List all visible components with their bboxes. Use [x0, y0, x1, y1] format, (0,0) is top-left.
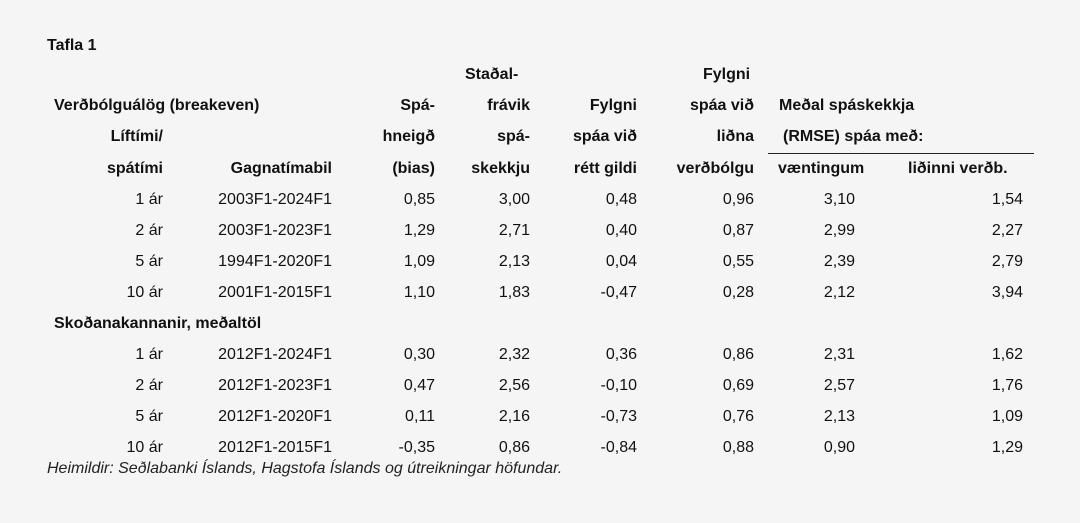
- header-corr-past-3: liðna: [716, 128, 754, 145]
- cell-std: 2,16: [498, 408, 530, 425]
- cell-rmse-past: 2,79: [991, 253, 1023, 270]
- header-section-1: Verðbólguálög (breakeven): [54, 97, 260, 114]
- header-corr-true-2: spáa við: [572, 128, 637, 145]
- header-corr-past-2: spáa við: [689, 97, 754, 114]
- cell-lifetime: 5 ár: [135, 408, 163, 425]
- cell-rmse-past: 1,76: [991, 377, 1023, 394]
- cell-rmse-past: 1,62: [991, 346, 1023, 363]
- rmse-underline: [768, 153, 1034, 154]
- cell-std: 2,13: [498, 253, 530, 270]
- cell-lifetime: 2 ár: [135, 377, 163, 394]
- cell-bias: 0,30: [403, 346, 435, 363]
- cell-period: 2012F1-2015F1: [218, 439, 332, 456]
- cell-std: 2,71: [498, 222, 530, 239]
- header-std-1: Staðal-: [465, 66, 519, 83]
- header-corr-past-4: verðbólgu: [676, 160, 754, 177]
- cell-corr-true: -0,10: [600, 377, 637, 394]
- section-label: Skoðanakannanir, meðaltöl: [54, 315, 262, 332]
- cell-bias: 0,85: [403, 191, 435, 208]
- cell-lifetime: 10 ár: [126, 439, 163, 456]
- cell-rmse-past: 2,27: [991, 222, 1023, 239]
- cell-corr-past: 0,55: [722, 253, 754, 270]
- cell-period: 2012F1-2023F1: [218, 377, 332, 394]
- cell-corr-true: -0,47: [600, 284, 637, 301]
- header-rmse-exp: væntingum: [778, 160, 865, 177]
- cell-corr-past: 0,28: [722, 284, 754, 301]
- cell-bias: 1,10: [403, 284, 435, 301]
- header-period: Gagnatímabil: [230, 160, 332, 177]
- source-note: Heimildir: Seðlabanki Íslands, Hagstofa Íslands og útreikningar höfundar.: [47, 460, 563, 477]
- cell-corr-past: 0,86: [722, 346, 754, 363]
- cell-rmse-exp: 2,13: [823, 408, 855, 425]
- cell-corr-past: 0,69: [722, 377, 754, 394]
- cell-bias: -0,35: [398, 439, 435, 456]
- header-corr-true-1: Fylgni: [589, 97, 637, 114]
- cell-rmse-exp: 2,12: [823, 284, 855, 301]
- cell-corr-past: 0,87: [722, 222, 754, 239]
- cell-period: 2003F1-2023F1: [218, 222, 332, 239]
- header-lifetime-1: Líftími/: [110, 128, 163, 145]
- header-bias-2: hneigð: [382, 128, 435, 145]
- header-std-2: frávik: [487, 97, 530, 114]
- cell-std: 3,00: [498, 191, 530, 208]
- header-rmse-2: (RMSE) spáa með:: [783, 128, 924, 145]
- header-corr-true-3: rétt gildi: [573, 160, 637, 177]
- cell-rmse-past: 1,29: [991, 439, 1023, 456]
- header-corr-past-1: Fylgni: [703, 66, 751, 83]
- header-lifetime-2: spátími: [106, 160, 163, 177]
- header-rmse-past: liðinni verðb.: [908, 160, 1008, 177]
- cell-bias: 1,09: [403, 253, 435, 270]
- cell-lifetime: 5 ár: [135, 253, 163, 270]
- cell-corr-past: 0,88: [722, 439, 754, 456]
- cell-lifetime: 2 ár: [135, 222, 163, 239]
- cell-corr-true: 0,36: [605, 346, 637, 363]
- cell-rmse-past: 1,54: [991, 191, 1023, 208]
- cell-lifetime: 1 ár: [135, 346, 163, 363]
- cell-rmse-exp: 2,31: [823, 346, 855, 363]
- header-bias-1: Spá-: [400, 97, 435, 114]
- cell-period: 2012F1-2020F1: [218, 408, 332, 425]
- cell-rmse-past: 1,09: [991, 408, 1023, 425]
- cell-bias: 1,29: [403, 222, 435, 239]
- header-rmse-1: Meðal spáskekkja: [779, 97, 915, 114]
- cell-rmse-exp: 2,39: [823, 253, 855, 270]
- cell-lifetime: 10 ár: [126, 284, 163, 301]
- header-bias-3: (bias): [392, 160, 435, 177]
- cell-corr-past: 0,96: [722, 191, 754, 208]
- cell-rmse-past: 3,94: [991, 284, 1023, 301]
- table-title: Tafla 1: [47, 37, 97, 54]
- cell-std: 2,32: [498, 346, 530, 363]
- cell-std: 2,56: [498, 377, 530, 394]
- cell-std: 0,86: [498, 439, 530, 456]
- cell-period: 2012F1-2024F1: [218, 346, 332, 363]
- cell-corr-true: 0,04: [605, 253, 637, 270]
- cell-rmse-exp: 3,10: [823, 191, 855, 208]
- cell-period: 2001F1-2015F1: [218, 284, 332, 301]
- cell-corr-true: -0,73: [600, 408, 637, 425]
- cell-corr-true: 0,48: [605, 191, 637, 208]
- cell-period: 2003F1-2024F1: [218, 191, 332, 208]
- cell-bias: 0,47: [403, 377, 435, 394]
- cell-rmse-exp: 0,90: [823, 439, 855, 456]
- cell-corr-true: -0,84: [600, 439, 637, 456]
- cell-corr-true: 0,40: [605, 222, 637, 239]
- header-std-4: skekkju: [471, 160, 530, 177]
- header-std-3: spá-: [497, 128, 530, 145]
- cell-rmse-exp: 2,99: [823, 222, 855, 239]
- cell-lifetime: 1 ár: [135, 191, 163, 208]
- cell-bias: 0,11: [405, 408, 435, 425]
- cell-period: 1994F1-2020F1: [218, 253, 332, 270]
- cell-corr-past: 0,76: [722, 408, 754, 425]
- cell-rmse-exp: 2,57: [823, 377, 855, 394]
- cell-std: 1,83: [498, 284, 530, 301]
